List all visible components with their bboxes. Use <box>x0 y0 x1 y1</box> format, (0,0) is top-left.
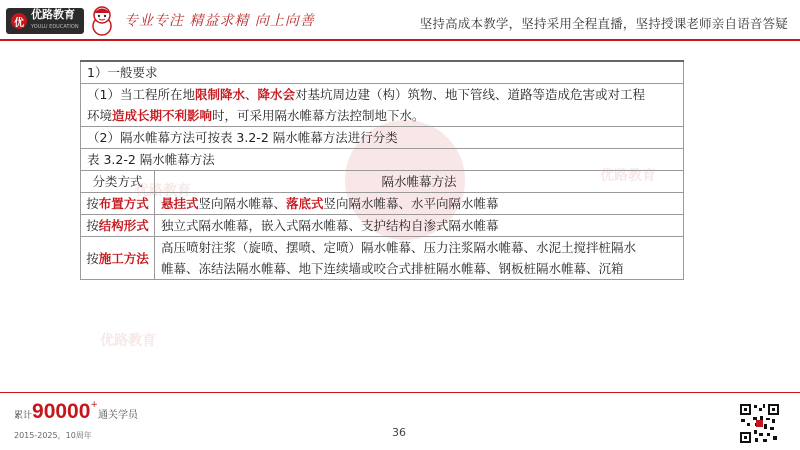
method-cell: 高压喷射注浆（旋喷、摆喷、定喷）隔水帷幕、压力注浆隔水帷幕、水泥土搅拌桩隔水 帷幕、冻结法隔水帷幕、地下连续墙或咬合式排桩隔水帷幕、钢板桩隔水帷幕、沉箱 <box>155 237 684 280</box>
paragraph-2: （2）隔水帷幕方法可按表 3.2-2 隔水帷幕方法进行分类 <box>81 127 684 149</box>
logo-mark-icon: 优 <box>11 13 27 29</box>
general-title-row <box>81 61 684 84</box>
watermark-text: 优路教育 <box>135 183 191 199</box>
brand-logo <box>6 8 84 34</box>
header <box>0 0 800 40</box>
column-header-method: 隔水帷幕方法 <box>155 171 684 193</box>
general-title: 1）一般要求 <box>81 61 684 84</box>
logo-text: 优路教育 <box>31 8 75 21</box>
watermark-text: 优路教育 <box>600 168 656 184</box>
table-row <box>81 193 684 215</box>
footer-divider <box>0 392 800 393</box>
header-tagline: 坚持高成本教学，坚持采用全程直播，坚持授课老师亲自语音答疑 <box>419 16 788 31</box>
highlight-text: 限制降水 <box>194 87 245 102</box>
header-divider <box>0 39 800 41</box>
slogan: 专业专注 精益求精 向上向善 <box>124 13 315 29</box>
table-row <box>81 215 684 237</box>
stat-number: 90000 <box>32 400 91 423</box>
classification-cell: 按布置方式 <box>81 193 155 215</box>
paragraph-row <box>81 127 684 149</box>
table-caption: 表 3.2-2 隔水帷幕方法 <box>81 149 684 171</box>
method-cell: 独立式隔水帷幕，嵌入式隔水帷幕、支护结构自渗式隔水帷幕 <box>155 215 684 237</box>
qr-code-icon <box>739 403 780 444</box>
watermark-text: 优路教育 <box>100 333 156 349</box>
paragraph-1: （1）当工程所在地限制降水、降水会对基坑周边建（构）筑物、地下管线、道路等造成危害或对工程 环境造成长期不利影响时，可采用隔水帷幕方法控制地下水。 <box>81 84 684 127</box>
column-header-classification: 分类方式 <box>81 171 155 193</box>
method-cell: 悬挂式竖向隔水帷幕、落底式竖向隔水帷幕、水平向隔水帷幕 <box>155 193 684 215</box>
student-stat: 累计90000+通关学员 <box>14 400 138 423</box>
anniversary-text: 2015-2025，10周年 <box>14 431 92 440</box>
logo-subtext: YOULU EDUCATION <box>31 24 79 30</box>
highlight-text: 降水会 <box>257 87 296 102</box>
mascot-icon <box>88 4 116 36</box>
table-header-row <box>81 171 684 193</box>
content-table <box>80 60 684 280</box>
table-caption-row <box>81 149 684 171</box>
highlight-text: 造成长期不利影响 <box>112 108 213 123</box>
paragraph-row <box>81 84 684 127</box>
page-number: 36 <box>392 426 406 439</box>
classification-cell: 按结构形式 <box>81 215 155 237</box>
table-row <box>81 237 684 280</box>
classification-cell: 按施工方法 <box>81 237 155 280</box>
